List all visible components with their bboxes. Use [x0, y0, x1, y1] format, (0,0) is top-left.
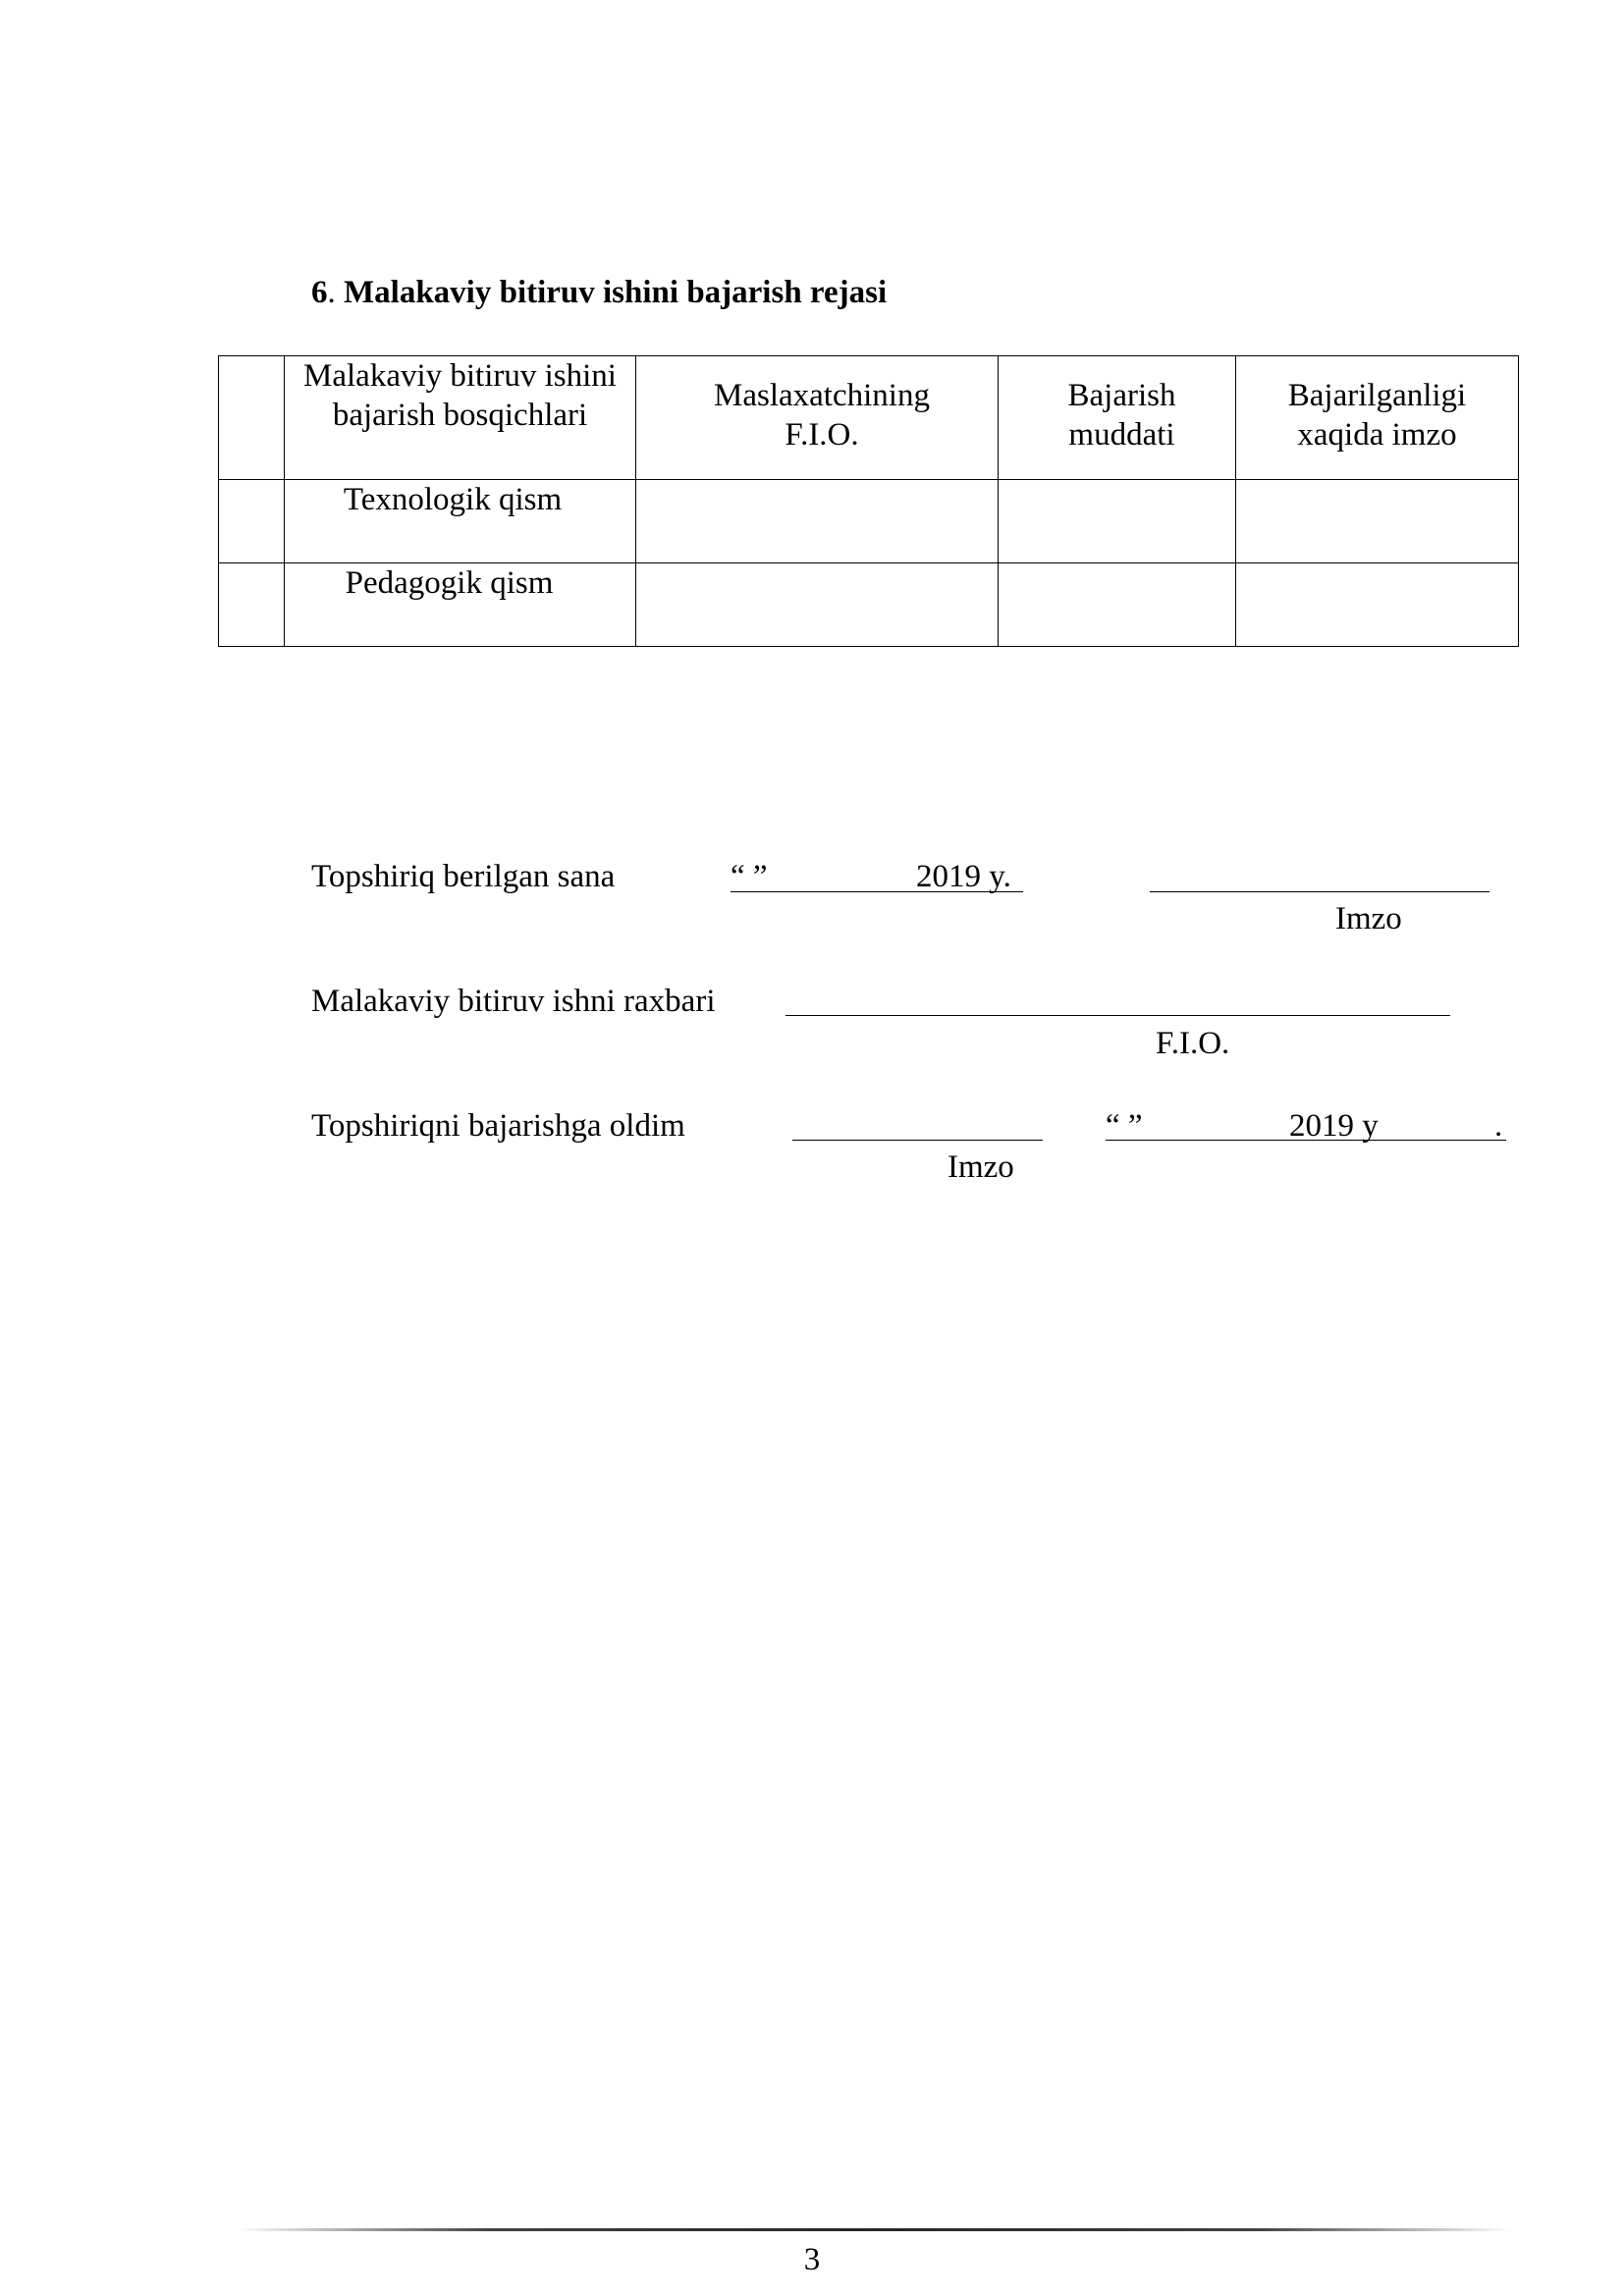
header-stage — [285, 356, 636, 480]
section-number: 6 — [311, 275, 328, 310]
task-received-signature-line — [792, 1140, 1043, 1141]
row-stage: Texnologik qism — [285, 480, 636, 563]
task-given-year: 2019 y. — [916, 859, 1011, 894]
row-sign — [1236, 563, 1519, 647]
header-fio — [636, 356, 999, 480]
task-received-year: 2019 y — [1289, 1108, 1379, 1144]
task-given-label: Topshiriq berilgan sana — [311, 859, 616, 894]
task-received-date-quotes: “ ” — [1106, 1108, 1143, 1144]
task-given-date-quotes: “ ” — [731, 859, 768, 894]
page-number: 3 — [803, 2242, 821, 2277]
header-sign-label: Bajarilganligi xaqida imzo — [1287, 378, 1467, 453]
table-row — [219, 563, 1519, 647]
row-deadline — [999, 480, 1236, 563]
header-fio-label: Maslaxatchining F.I.O. — [714, 378, 930, 453]
footer-rule — [236, 2228, 1512, 2231]
header-stage-label: Malakaviy bitiruv ishini bajarish bosqichlari — [303, 358, 617, 433]
row-sign — [1236, 480, 1519, 563]
supervisor-name-line — [785, 1015, 1450, 1016]
task-given-sign-caption: Imzo — [1335, 901, 1402, 936]
header-sign — [1236, 356, 1519, 480]
task-received-sign-caption: Imzo — [947, 1149, 1014, 1185]
task-received-end: . — [1494, 1108, 1503, 1144]
header-number — [219, 356, 285, 480]
header-deadline — [999, 356, 1236, 480]
row-fio — [636, 563, 999, 647]
task-given-date-underline — [731, 891, 1023, 892]
row-deadline — [999, 563, 1236, 647]
row-fio — [636, 480, 999, 563]
section-heading — [311, 273, 887, 312]
supervisor-fio-caption: F.I.O. — [1156, 1026, 1230, 1061]
section-separator: . — [327, 275, 336, 310]
task-received-label: Topshiriqni bajarishga oldim — [311, 1108, 685, 1144]
section-title: Malakaviy bitiruv ishini bajarish rejasi — [344, 275, 888, 310]
row-number — [219, 480, 285, 563]
table-header-row — [219, 356, 1519, 480]
task-received-date-underline — [1106, 1140, 1506, 1141]
row-number — [219, 563, 285, 647]
supervisor-label: Malakaviy bitiruv ishni raxbari — [311, 984, 716, 1019]
header-deadline-label: Bajarish muddati — [1067, 378, 1176, 453]
plan-table — [218, 355, 1519, 647]
row-stage: Pedagogik qism — [285, 563, 636, 647]
task-given-signature-line — [1150, 891, 1489, 892]
table-row — [219, 480, 1519, 563]
